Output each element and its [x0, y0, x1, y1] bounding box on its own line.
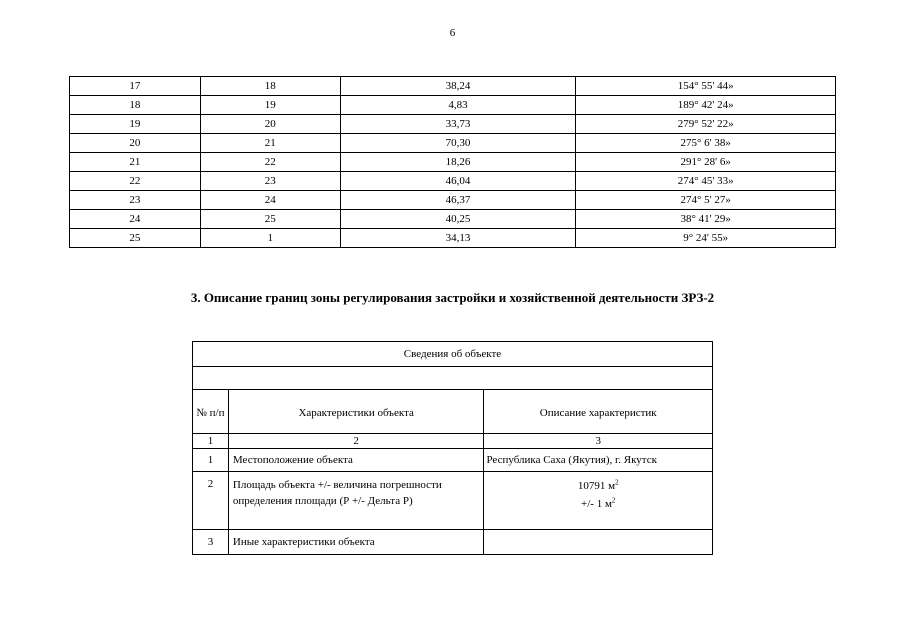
- row-characteristic: Иные характеристики объекта: [228, 530, 484, 555]
- index-cell: 1: [193, 434, 229, 449]
- object-info-table: [192, 341, 713, 555]
- blank-row: [193, 367, 713, 390]
- column-header-number: № п/п: [193, 390, 229, 434]
- bearing-cell: 9° 24' 55»: [576, 229, 836, 248]
- to-point-cell: 24: [200, 191, 340, 210]
- distance-cell: 70,30: [340, 134, 576, 153]
- bearing-cell: 279° 52' 22»: [576, 115, 836, 134]
- distance-cell: 46,04: [340, 172, 576, 191]
- from-point-cell: 17: [70, 77, 201, 96]
- column-header-characteristics: Характеристики объекта: [228, 390, 484, 434]
- bearing-cell: 154° 55' 44»: [576, 77, 836, 96]
- area-value: 10791 $м^2$: [577, 478, 619, 492]
- bearing-cell: 274° 45' 33»: [576, 172, 836, 191]
- row-characteristic: Площадь объекта +/- величина погрешности определения площади (Р +/- Дельта Р): [228, 472, 484, 530]
- row-description: [484, 530, 713, 555]
- table-row: [70, 172, 836, 191]
- index-cell: 3: [484, 434, 713, 449]
- table-row: [70, 229, 836, 248]
- bearing-cell: 275° 6' 38»: [576, 134, 836, 153]
- table-row: [70, 96, 836, 115]
- distance-cell: 33,73: [340, 115, 576, 134]
- from-point-cell: 22: [70, 172, 201, 191]
- to-point-cell: 25: [200, 210, 340, 229]
- from-point-cell: 21: [70, 153, 201, 172]
- bearing-cell: 291° 28' 6»: [576, 153, 836, 172]
- area-description: [484, 472, 713, 530]
- index-cell: 2: [228, 434, 484, 449]
- bearing-cell: 38° 41' 29»: [576, 210, 836, 229]
- from-point-cell: 23: [70, 191, 201, 210]
- table-row: [70, 77, 836, 96]
- row-number: 3: [193, 530, 229, 555]
- to-point-cell: 20: [200, 115, 340, 134]
- from-point-cell: 18: [70, 96, 201, 115]
- column-header-description: Описание характеристик: [484, 390, 713, 434]
- from-point-cell: 19: [70, 115, 201, 134]
- to-point-cell: 19: [200, 96, 340, 115]
- row-number: 1: [193, 449, 229, 472]
- to-point-cell: 21: [200, 134, 340, 153]
- table-title: Сведения об объекте: [193, 342, 713, 367]
- table-row: [70, 134, 836, 153]
- bearing-cell: 274° 5' 27»: [576, 191, 836, 210]
- bearing-cell: 189° 42' 24»: [576, 96, 836, 115]
- row-number: 2: [193, 472, 229, 530]
- table-row: [70, 191, 836, 210]
- row-characteristic: Местоположение объекта: [228, 449, 484, 472]
- coordinates-table: [69, 76, 836, 248]
- row-description: Республика Саха (Якутия), г. Якутск: [484, 449, 713, 472]
- distance-cell: 38,24: [340, 77, 576, 96]
- distance-cell: 46,37: [340, 191, 576, 210]
- from-point-cell: 20: [70, 134, 201, 153]
- distance-cell: 18,26: [340, 153, 576, 172]
- distance-cell: 4,83: [340, 96, 576, 115]
- from-point-cell: 24: [70, 210, 201, 229]
- to-point-cell: 23: [200, 172, 340, 191]
- page-number: 6: [449, 27, 456, 39]
- to-point-cell: 18: [200, 77, 340, 96]
- table-row: [70, 115, 836, 134]
- distance-cell: 34,13: [340, 229, 576, 248]
- to-point-cell: 22: [200, 153, 340, 172]
- section-heading: 3. Описание границ зоны регулирования застройки и хозяйственной деятельности ЗРЗ-2: [190, 290, 715, 305]
- area-error: +/- 1 $м^2$: [581, 496, 616, 510]
- to-point-cell: 1: [200, 229, 340, 248]
- from-point-cell: 25: [70, 229, 201, 248]
- distance-cell: 40,25: [340, 210, 576, 229]
- table-row: [70, 153, 836, 172]
- table-row: [70, 210, 836, 229]
